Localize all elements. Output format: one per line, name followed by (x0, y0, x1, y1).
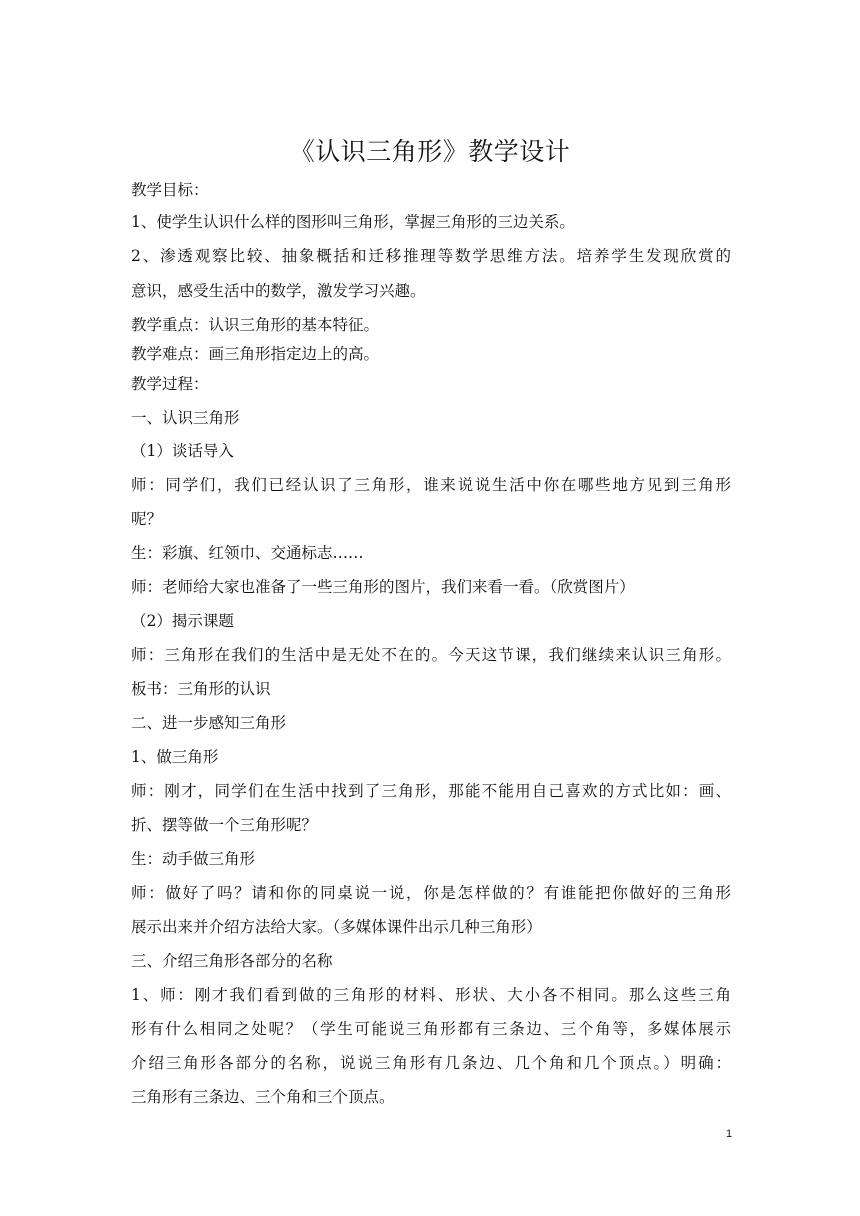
text-line: 教学目标： (131, 181, 209, 199)
text-line: 三角形有三条边、三个角和三个顶点。 (131, 1088, 395, 1106)
text-line: 师：三角形在我们的生活中是无处不在的。今天这节课，我们继续来认识三角形。 (131, 646, 731, 664)
page-number: 1 (725, 1128, 733, 1140)
text-line: 意识，感受生活中的数学，激发学习兴趣。 (131, 282, 426, 300)
text-line: 师：做好了吗？请和你的同桌说一说，你是怎样做的？有谁能把你做好的三角形 (131, 884, 731, 902)
text-line: 2、渗透观察比较、抽象概括和迁移推理等数学思维方法。培养学生发现欣赏的 (131, 247, 731, 265)
section-heading: 二、进一步感知三角形 (131, 714, 287, 732)
text-line: 介绍三角形各部分的名称，说说三角形有几条边、几个角和几个顶点。）明确： (131, 1054, 731, 1072)
subsection-heading: 1、做三角形 (131, 748, 219, 766)
document-title: 《认识三角形》教学设计 (289, 137, 571, 166)
subsection-heading: （2）揭示课题 (131, 612, 234, 630)
subsection-heading: （1）谈话导入 (131, 442, 234, 460)
text-line: 1、使学生认识什么样的图形叫三角形，掌握三角形的三边关系。 (131, 213, 575, 231)
section-heading: 一、认识三角形 (131, 409, 240, 427)
text-line: 展示出来并介绍方法给大家。（多媒体课件出示几种三角形） (131, 918, 542, 936)
text-line: 1、师：刚才我们看到做的三角形的材料、形状、大小各不相同。那么这些三角 (131, 986, 731, 1004)
text-line: 师：同学们，我们已经认识了三角形，谁来说说生活中你在哪些地方见到三角形 (131, 476, 731, 494)
text-line: 形有什么相同之处呢？（学生可能说三角形都有三条边、三个角等，多媒体展示 (131, 1020, 731, 1038)
text-line: 教学难点：画三角形指定边上的高。 (131, 345, 380, 363)
section-heading: 三、介绍三角形各部分的名称 (131, 952, 333, 970)
text-line: 教学过程： (131, 375, 209, 393)
text-line: 呢？ (131, 510, 163, 528)
text-line: 师：老师给大家也准备了一些三角形的图片，我们来看一看。（欣赏图片） (131, 578, 635, 596)
text-line: 教学重点：认识三角形的基本特征。 (131, 316, 380, 334)
text-line: 板书：三角形的认识 (131, 680, 271, 698)
text-line: 生：彩旗、红领巾、交通标志…… (131, 544, 364, 562)
text-line: 生：动手做三角形 (131, 850, 256, 868)
text-line: 师：刚才，同学们在生活中找到了三角形，那能不能用自己喜欢的方式比如：画、 (131, 782, 731, 800)
text-line: 折、摆等做一个三角形呢？ (131, 816, 318, 834)
